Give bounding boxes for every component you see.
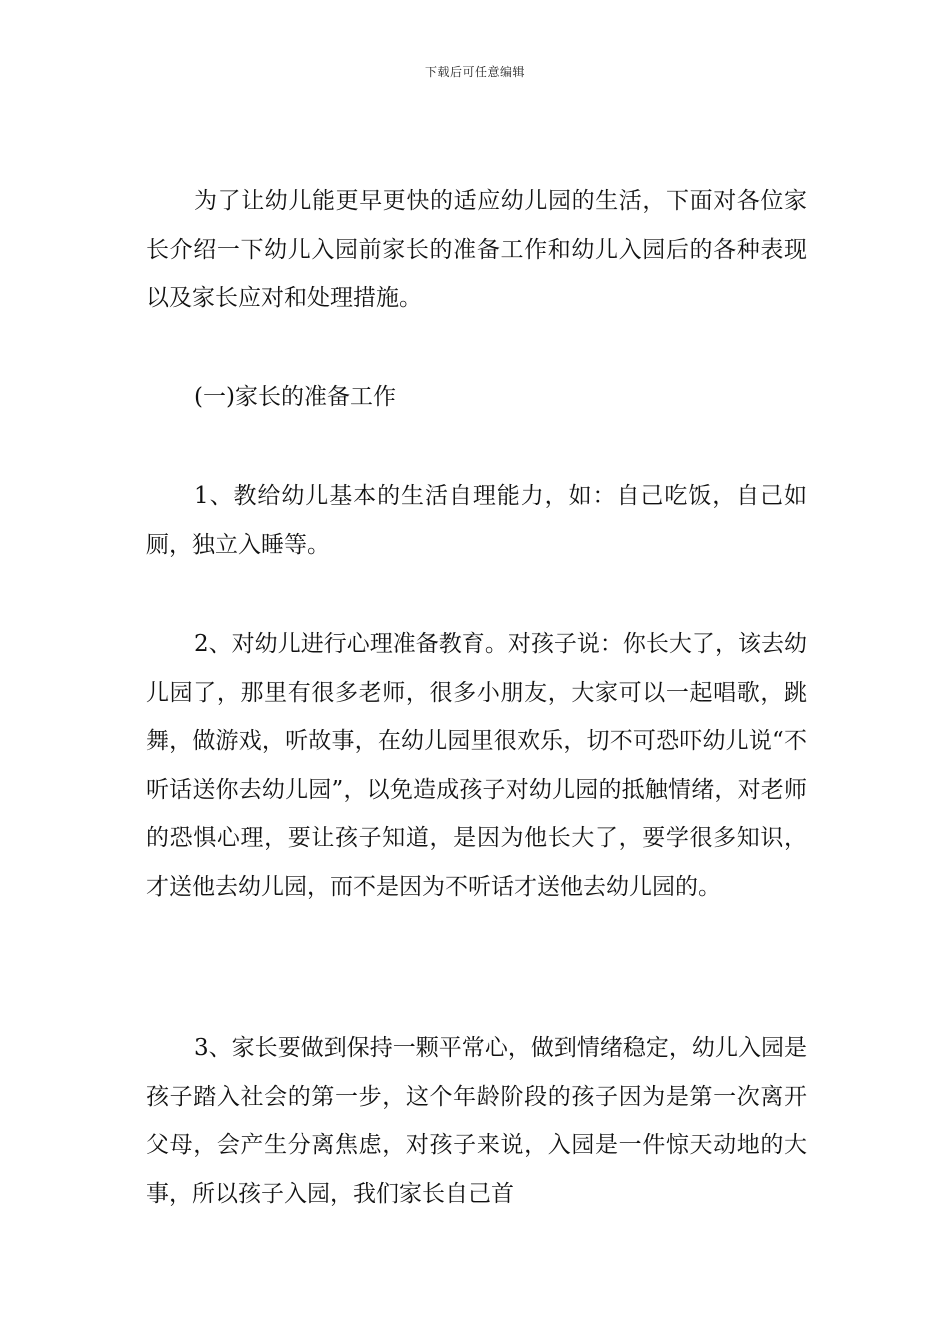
list-item-2: 2、对幼儿进行心理准备教育。对孩子说：你长大了，该去幼儿园了，那里有很多老师，很多小朋友，大家可以一起唱歌，跳舞，做游戏，听故事，在幼儿园里很欢乐，切不可恐吓幼儿说“不听话送你去幼儿园”，以免造成孩子对幼儿园的抵触情绪，对老师的恐惧心理，要让孩子知道，是因为他长大了，要学很多知识，才送他去幼儿园，而不是因为不听话才送他去幼儿园的。 [146,631,807,900]
list-item-1: 1、教给幼儿基本的生活自理能力，如：自己吃饭，自己如厕，独立入睡等。 [146,483,807,558]
list-item-3: 3、家长要做到保持一颗平常心，做到情绪稳定，幼儿入园是孩子踏入社会的第一步，这个年龄阶段的孩子因为是第一次离开父母，会产生分离焦虑，对孩子来说，入园是一件惊天动地的大事，所以孩子入园，我们家长自己首 [146,1035,807,1207]
page-header: 下载后可任意编辑 [424,65,525,79]
section-heading: (一)家长的准备工作 [194,384,396,410]
intro-paragraph: 为了让幼儿能更早更快的适应幼儿园的生活，下面对各位家长介绍一下幼儿入园前家长的准备工作和幼儿入园后的各种表现以及家长应对和处理措施。 [146,188,807,311]
